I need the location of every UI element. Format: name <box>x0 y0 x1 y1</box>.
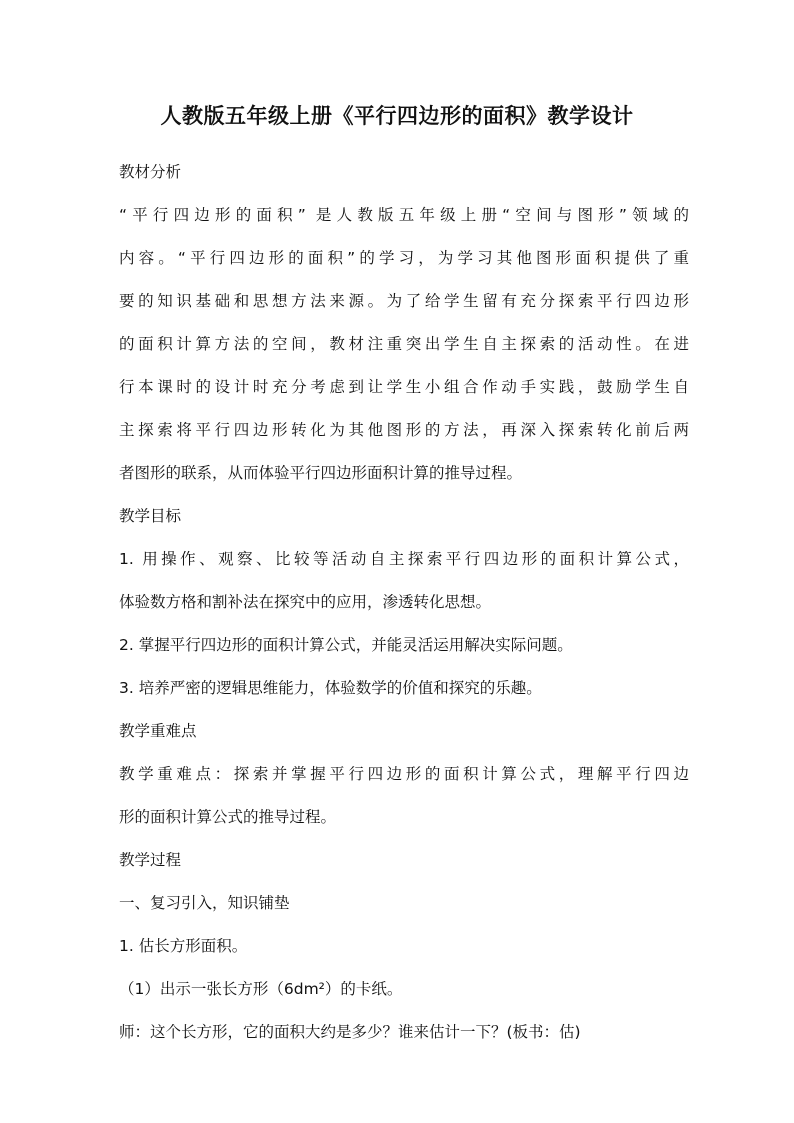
text-line: 教学过程 <box>119 851 182 869</box>
text-line: 形的面积计算公式的推导过程。 <box>119 808 337 826</box>
text-line: 师：这个长方形，它的面积大约是多少？谁来估计一下？(板书：估) <box>119 1023 581 1041</box>
text-line: 教学目标 <box>119 507 182 525</box>
text-line: 要的知识基础和思想方法来源。为了给学生留有充分探索平行四边形 <box>119 292 689 310</box>
text-line: 体验数方格和割补法在探究中的应用，渗透转化思想。 <box>119 593 492 611</box>
text-line: 者图形的联系，从而体验平行四边形面积计算的推导过程。 <box>119 464 523 482</box>
text-line: 教材分析 <box>119 163 182 181</box>
text-line: 一、复习引入，知识铺垫 <box>119 894 290 912</box>
text-line: 教学重难点 <box>119 722 197 740</box>
text-line: 2. 掌握平行四边形的面积计算公式，并能灵活运用解决实际问题。 <box>119 636 573 654</box>
text-line: 1. 用操作、观察、比较等活动自主探索平行四边形的面积计算公式， <box>119 550 689 568</box>
text-line: 内容。“平行四边形的面积”的学习，为学习其他图形面积提供了重 <box>119 249 689 267</box>
text-line: 行本课时的设计时充分考虑到让学生小组合作动手实践，鼓励学生自 <box>119 378 689 396</box>
text-line: 教学重难点：探索并掌握平行四边形的面积计算公式，理解平行四边 <box>119 765 689 783</box>
document-body <box>119 151 689 1054</box>
document-title: 人教版五年级上册《平行四边形的面积》教学设计 <box>160 104 634 128</box>
text-line: （1）出示一张长方形（6dm²）的卡纸。 <box>119 980 403 998</box>
text-line: 3. 培养严密的逻辑思维能力，体验数学的价值和探究的乐趣。 <box>119 679 542 697</box>
text-line: 的面积计算方法的空间，教材注重突出学生自主探索的活动性。在进 <box>119 335 689 353</box>
text-line: 主探索将平行四边形转化为其他图形的方法，再深入探索转化前后两 <box>119 421 689 439</box>
text-line: “平行四边形的面积” 是人教版五年级上册“空间与图形”领域的 <box>119 206 689 224</box>
text-line: 1. 估长方形面积。 <box>119 937 248 955</box>
